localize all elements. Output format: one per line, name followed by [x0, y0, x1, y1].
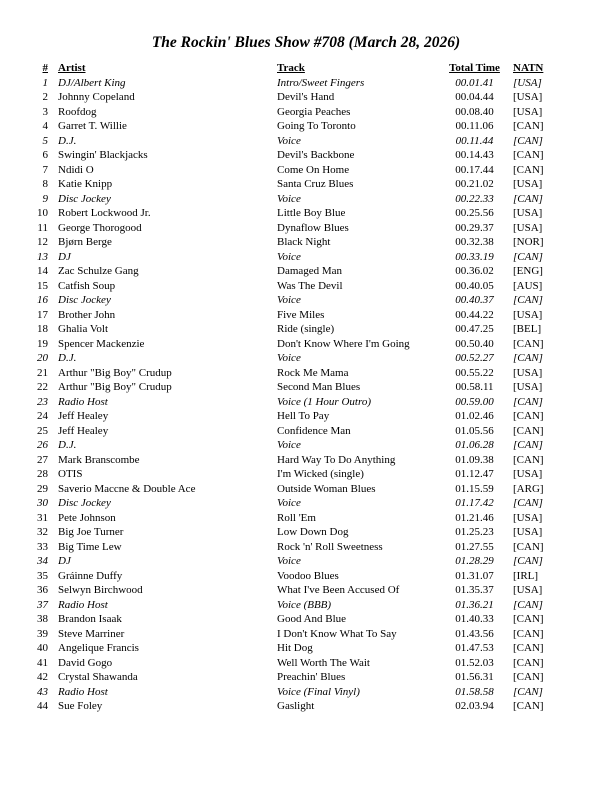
cell-total-time: 00.33.19: [455, 250, 494, 263]
cell-total-time: 00.29.37: [455, 221, 494, 234]
cell-total-time: 00.50.40: [455, 337, 494, 350]
cell-nationality: [CAN]: [513, 453, 544, 466]
table-row: [0, 90, 612, 105]
cell-artist: Ghalia Volt: [58, 323, 109, 335]
cell-artist: Arthur "Big Boy" Crudup: [58, 366, 172, 379]
cell-track: Preachin' Blues: [277, 671, 346, 683]
cell-total-time: 00.01.41: [455, 76, 494, 89]
cell-nationality: [USA]: [513, 76, 542, 89]
cell-nationality: [CAN]: [513, 685, 543, 698]
cell-track: Voice: [277, 134, 301, 147]
cell-total-time: 00.59.00: [455, 395, 494, 408]
cell-number: 13: [37, 250, 48, 263]
cell-artist: Saverio Maccne & Double Ace: [58, 482, 196, 495]
cell-nationality: [AUS]: [513, 279, 543, 292]
cell-track: Rock Me Mama: [277, 366, 349, 379]
cell-number: 41: [37, 656, 48, 669]
cell-track: Voice: [277, 294, 301, 306]
cell-nationality: [CAN]: [513, 294, 543, 306]
cell-number: 19: [37, 337, 48, 350]
cell-track: I Don't Know What To Say: [277, 627, 397, 640]
cell-number: 28: [37, 468, 48, 480]
cell-track: What I've Been Accused Of: [277, 584, 400, 596]
cell-number: 43: [37, 685, 48, 698]
cell-total-time: 01.40.33: [455, 613, 494, 625]
cell-track: Well Worth The Wait: [277, 656, 370, 669]
cell-nationality: [USA]: [513, 526, 543, 538]
table-row: [0, 395, 612, 410]
cell-artist: Gráinne Duffy: [58, 569, 123, 582]
cell-number: 33: [37, 540, 48, 553]
table-row: [0, 583, 612, 598]
table-row: [0, 192, 612, 207]
cell-number: 29: [37, 482, 48, 495]
table-row: [0, 496, 612, 511]
cell-nationality: [NOR]: [513, 236, 544, 248]
cell-total-time: 00.04.44: [455, 91, 494, 103]
cell-nationality: [CAN]: [513, 410, 544, 422]
cell-total-time: 01.17.42: [455, 497, 494, 509]
cell-track: Second Man Blues: [277, 381, 361, 393]
cell-artist: DJ: [58, 555, 71, 567]
cell-artist: Brandon Isaak: [58, 613, 122, 625]
cell-total-time: 00.22.33: [455, 192, 494, 205]
cell-number: 35: [37, 569, 48, 582]
cell-nationality: [CAN]: [513, 497, 543, 509]
table-row: [0, 482, 612, 497]
cell-nationality: [CAN]: [513, 424, 544, 437]
table-row: [0, 699, 612, 714]
column-header-artist: Artist: [58, 62, 86, 74]
cell-track: Rock 'n' Roll Sweetness: [277, 540, 383, 553]
cell-number: 42: [37, 671, 48, 683]
page-title: The Rockin' Blues Show #708 (March 28, 2026): [151, 34, 461, 51]
cell-artist: DJ/Albert King: [58, 76, 126, 89]
cell-number: 31: [37, 511, 48, 524]
cell-artist: Radio Host: [58, 685, 108, 698]
cell-total-time: 01.43.56: [455, 627, 494, 640]
cell-total-time: 00.11.06: [455, 120, 494, 132]
cell-total-time: 00.11.44: [455, 134, 494, 147]
cell-number: 6: [42, 149, 48, 161]
cell-nationality: [CAN]: [513, 555, 543, 567]
cell-number: 24: [37, 410, 48, 422]
cell-total-time: 01.52.03: [455, 656, 494, 669]
table-row: [0, 511, 612, 526]
cell-number: 44: [37, 700, 48, 712]
cell-artist: Disc Jockey: [58, 294, 111, 306]
cell-total-time: 00.52.27: [455, 352, 494, 364]
cell-artist: Zac Schulze Gang: [58, 265, 139, 277]
cell-total-time: 01.21.46: [455, 511, 494, 524]
table-row: [0, 569, 612, 584]
cell-nationality: [CAN]: [513, 163, 544, 176]
table-row: [0, 438, 612, 453]
cell-total-time: 00.32.38: [455, 236, 494, 248]
cell-artist: Swingin' Blackjacks: [58, 149, 148, 161]
cell-nationality: [CAN]: [513, 337, 544, 350]
cell-track: Voice: [277, 555, 301, 567]
column-header-nationality: NATN: [513, 62, 544, 74]
cell-track: Ride (single): [277, 323, 335, 335]
cell-artist: George Thorogood: [58, 221, 142, 234]
table-row: [0, 134, 612, 149]
cell-total-time: 00.40.05: [455, 279, 494, 292]
cell-nationality: [CAN]: [513, 627, 544, 640]
cell-artist: Robert Lockwood Jr.: [58, 207, 151, 219]
cell-number: 20: [37, 352, 48, 364]
cell-artist: Jeff Healey: [58, 424, 109, 437]
cell-track: Five Miles: [277, 308, 325, 321]
table-row: [0, 598, 612, 613]
table-row: [0, 235, 612, 250]
cell-total-time: 00.17.44: [455, 163, 494, 176]
cell-number: 17: [37, 308, 48, 321]
cell-nationality: [CAN]: [513, 613, 544, 625]
cell-total-time: 01.35.37: [455, 584, 494, 596]
table-row: [0, 540, 612, 555]
cell-number: 11: [37, 221, 48, 234]
cell-artist: Radio Host: [58, 598, 108, 611]
cell-number: 9: [42, 192, 48, 205]
table-row: [0, 119, 612, 134]
cell-track: Devil's Backbone: [277, 149, 355, 161]
cell-total-time: 01.25.23: [455, 526, 494, 538]
cell-artist: D.J.: [58, 134, 77, 147]
cell-number: 34: [37, 555, 48, 567]
cell-total-time: 01.47.53: [455, 642, 494, 654]
cell-number: 26: [37, 439, 48, 451]
cell-artist: Crystal Shawanda: [58, 671, 138, 683]
cell-track: Confidence Man: [277, 424, 351, 437]
table-row: [0, 525, 612, 540]
cell-nationality: [CAN]: [513, 149, 544, 161]
column-header-track: Track: [277, 62, 305, 74]
cell-track: Don't Know Where I'm Going: [277, 337, 410, 350]
cell-nationality: [USA]: [513, 511, 543, 524]
cell-artist: DJ: [58, 250, 71, 263]
cell-track: Hell To Pay: [277, 410, 330, 422]
cell-artist: D.J.: [58, 352, 77, 364]
table-row: [0, 351, 612, 366]
cell-artist: Big Joe Turner: [58, 526, 124, 538]
cell-artist: D.J.: [58, 439, 77, 451]
table-header-row: [0, 61, 612, 76]
table-row: [0, 206, 612, 221]
cell-number: 15: [37, 279, 48, 292]
cell-number: 36: [37, 584, 48, 596]
cell-number: 23: [37, 395, 48, 408]
table-row: [0, 656, 612, 671]
cell-track: Voice (1 Hour Outro): [277, 395, 371, 408]
cell-nationality: [USA]: [513, 105, 543, 118]
cell-nationality: [CAN]: [513, 656, 544, 669]
cell-track: Outside Woman Blues: [277, 482, 376, 495]
cell-nationality: [CAN]: [513, 700, 544, 712]
table-row: [0, 250, 612, 265]
cell-artist: Arthur "Big Boy" Crudup: [58, 381, 172, 393]
table-row: [0, 293, 612, 308]
cell-total-time: 00.36.02: [455, 265, 494, 277]
table-row: [0, 366, 612, 381]
cell-track: Damaged Man: [277, 265, 343, 277]
table-row: [0, 337, 612, 352]
cell-track: Dynaflow Blues: [277, 221, 349, 234]
table-row: [0, 279, 612, 294]
cell-artist: Katie Knipp: [58, 178, 113, 190]
cell-nationality: [CAN]: [513, 439, 543, 451]
cell-track: Voice: [277, 439, 301, 451]
playlist-table-body: [0, 76, 612, 714]
table-row: [0, 148, 612, 163]
cell-track: Black Night: [277, 236, 331, 248]
cell-track: Santa Cruz Blues: [277, 178, 354, 190]
cell-artist: Jeff Healey: [58, 410, 109, 422]
cell-track: Georgia Peaches: [277, 105, 351, 118]
cell-artist: Angelique Francis: [58, 642, 139, 654]
playlist-table: [0, 61, 612, 714]
cell-artist: Bjørn Berge: [58, 236, 112, 248]
table-row: [0, 308, 612, 323]
cell-nationality: [CAN]: [513, 134, 543, 147]
cell-nationality: [BEL]: [513, 323, 542, 335]
cell-number: 3: [42, 105, 48, 118]
table-row: [0, 467, 612, 482]
cell-total-time: 01.12.47: [455, 468, 494, 480]
cell-nationality: [USA]: [513, 381, 543, 393]
cell-number: 7: [42, 163, 48, 176]
cell-number: 14: [37, 265, 48, 277]
cell-track: Voice: [277, 192, 301, 205]
table-row: [0, 627, 612, 642]
cell-artist: OTIS: [58, 468, 83, 480]
table-row: [0, 221, 612, 236]
cell-total-time: 01.36.21: [455, 598, 494, 611]
cell-total-time: 01.15.59: [455, 482, 494, 495]
cell-nationality: [CAN]: [513, 598, 543, 611]
cell-total-time: 00.55.22: [455, 366, 494, 379]
cell-total-time: 00.14.43: [455, 149, 494, 161]
table-row: [0, 264, 612, 279]
cell-nationality: [USA]: [513, 207, 543, 219]
cell-number: 22: [37, 381, 48, 393]
cell-total-time: 01.56.31: [455, 671, 494, 683]
table-row: [0, 612, 612, 627]
cell-nationality: [CAN]: [513, 540, 544, 553]
cell-total-time: 01.02.46: [455, 410, 494, 422]
cell-artist: Disc Jockey: [58, 192, 111, 205]
cell-number: 4: [42, 120, 48, 132]
cell-artist: Johnny Copeland: [58, 91, 135, 103]
cell-artist: Disc Jockey: [58, 497, 111, 509]
column-header-number: #: [42, 62, 48, 74]
table-row: [0, 105, 612, 120]
cell-number: 32: [37, 526, 48, 538]
cell-artist: Steve Marriner: [58, 627, 125, 640]
table-row: [0, 554, 612, 569]
cell-artist: Mark Branscombe: [58, 453, 140, 466]
cell-nationality: [USA]: [513, 178, 543, 190]
cell-artist: Big Time Lew: [58, 540, 122, 553]
cell-track: Roll 'Em: [277, 511, 316, 524]
cell-number: 12: [37, 236, 48, 248]
cell-artist: Garret T. Willie: [58, 120, 127, 132]
cell-track: Was The Devil: [277, 279, 343, 292]
cell-track: Voodoo Blues: [277, 569, 339, 582]
cell-nationality: [CAN]: [513, 642, 544, 654]
cell-total-time: 01.06.28: [455, 439, 494, 451]
cell-total-time: 00.40.37: [455, 294, 494, 306]
table-row: [0, 424, 612, 439]
cell-number: 5: [42, 134, 48, 147]
cell-nationality: [CAN]: [513, 192, 543, 205]
cell-nationality: [USA]: [513, 468, 543, 480]
cell-total-time: 00.21.02: [455, 178, 494, 190]
cell-nationality: [ENG]: [513, 265, 543, 277]
cell-number: 16: [37, 294, 48, 306]
cell-number: 40: [37, 642, 48, 654]
cell-number: 21: [37, 366, 48, 379]
cell-total-time: 00.25.56: [455, 207, 494, 219]
cell-artist: Selwyn Birchwood: [58, 584, 143, 596]
cell-number: 25: [37, 424, 48, 437]
table-row: [0, 409, 612, 424]
cell-track: Voice: [277, 250, 301, 263]
cell-nationality: [CAN]: [513, 120, 544, 132]
table-row: [0, 76, 612, 91]
cell-artist: Brother John: [58, 308, 116, 321]
cell-total-time: 02.03.94: [455, 700, 494, 712]
cell-artist: Catfish Soup: [58, 279, 116, 292]
cell-track: Good And Blue: [277, 613, 347, 625]
cell-artist: Ndidi O: [58, 163, 94, 176]
cell-nationality: [ARG]: [513, 482, 544, 495]
cell-track: Gaslight: [277, 700, 315, 712]
cell-total-time: 01.28.29: [455, 555, 494, 567]
table-row: [0, 380, 612, 395]
cell-artist: Roofdog: [58, 105, 97, 118]
cell-track: Intro/Sweet Fingers: [277, 76, 365, 89]
cell-nationality: [CAN]: [513, 671, 544, 683]
cell-total-time: 00.08.40: [455, 105, 494, 118]
cell-total-time: 01.58.58: [455, 685, 494, 698]
cell-number: 2: [42, 91, 48, 103]
cell-total-time: 00.44.22: [455, 308, 494, 321]
table-row: [0, 163, 612, 178]
table-row: [0, 177, 612, 192]
table-row: [0, 453, 612, 468]
cell-number: 1: [42, 76, 48, 89]
cell-nationality: [USA]: [513, 308, 543, 321]
cell-nationality: [CAN]: [513, 352, 543, 364]
cell-number: 38: [37, 613, 48, 625]
cell-number: 10: [37, 207, 48, 219]
cell-number: 39: [37, 627, 48, 640]
cell-artist: Sue Foley: [58, 700, 103, 712]
cell-total-time: 01.31.07: [455, 569, 494, 582]
cell-artist: Pete Johnson: [58, 511, 116, 524]
table-row: [0, 670, 612, 685]
cell-artist: David Gogo: [58, 656, 113, 669]
cell-nationality: [CAN]: [513, 395, 543, 408]
cell-nationality: [USA]: [513, 366, 543, 379]
cell-number: 37: [37, 598, 48, 611]
cell-total-time: 00.47.25: [455, 323, 494, 335]
cell-track: Hard Way To Do Anything: [277, 453, 396, 466]
cell-track: Low Down Dog: [277, 526, 349, 538]
cell-nationality: [USA]: [513, 91, 543, 103]
cell-nationality: [IRL]: [513, 569, 539, 582]
cell-total-time: 01.27.55: [455, 540, 494, 553]
cell-track: Devil's Hand: [277, 91, 335, 103]
cell-track: Hit Dog: [277, 642, 313, 654]
table-row: [0, 685, 612, 700]
table-row: [0, 641, 612, 656]
cell-track: Voice (Final Vinyl): [277, 685, 360, 698]
cell-number: 18: [37, 323, 48, 335]
cell-track: Come On Home: [277, 163, 350, 176]
table-row: [0, 322, 612, 337]
cell-nationality: [USA]: [513, 221, 543, 234]
cell-number: 30: [37, 497, 48, 509]
cell-artist: Radio Host: [58, 395, 108, 408]
cell-nationality: [USA]: [513, 584, 543, 596]
cell-track: Voice: [277, 497, 301, 509]
cell-number: 27: [37, 453, 48, 466]
cell-track: Voice (BBB): [277, 598, 332, 611]
cell-total-time: 00.58.11: [455, 381, 494, 393]
cell-total-time: 01.09.38: [455, 453, 494, 466]
cell-track: Going To Toronto: [277, 120, 356, 132]
cell-artist: Spencer Mackenzie: [58, 337, 145, 350]
cell-track: I'm Wicked (single): [277, 468, 364, 480]
column-header-total-time: Total Time: [449, 62, 500, 74]
cell-number: 8: [42, 178, 48, 190]
cell-track: Voice: [277, 352, 301, 364]
cell-nationality: [CAN]: [513, 250, 543, 263]
cell-total-time: 01.05.56: [455, 424, 494, 437]
cell-track: Little Boy Blue: [277, 207, 346, 219]
